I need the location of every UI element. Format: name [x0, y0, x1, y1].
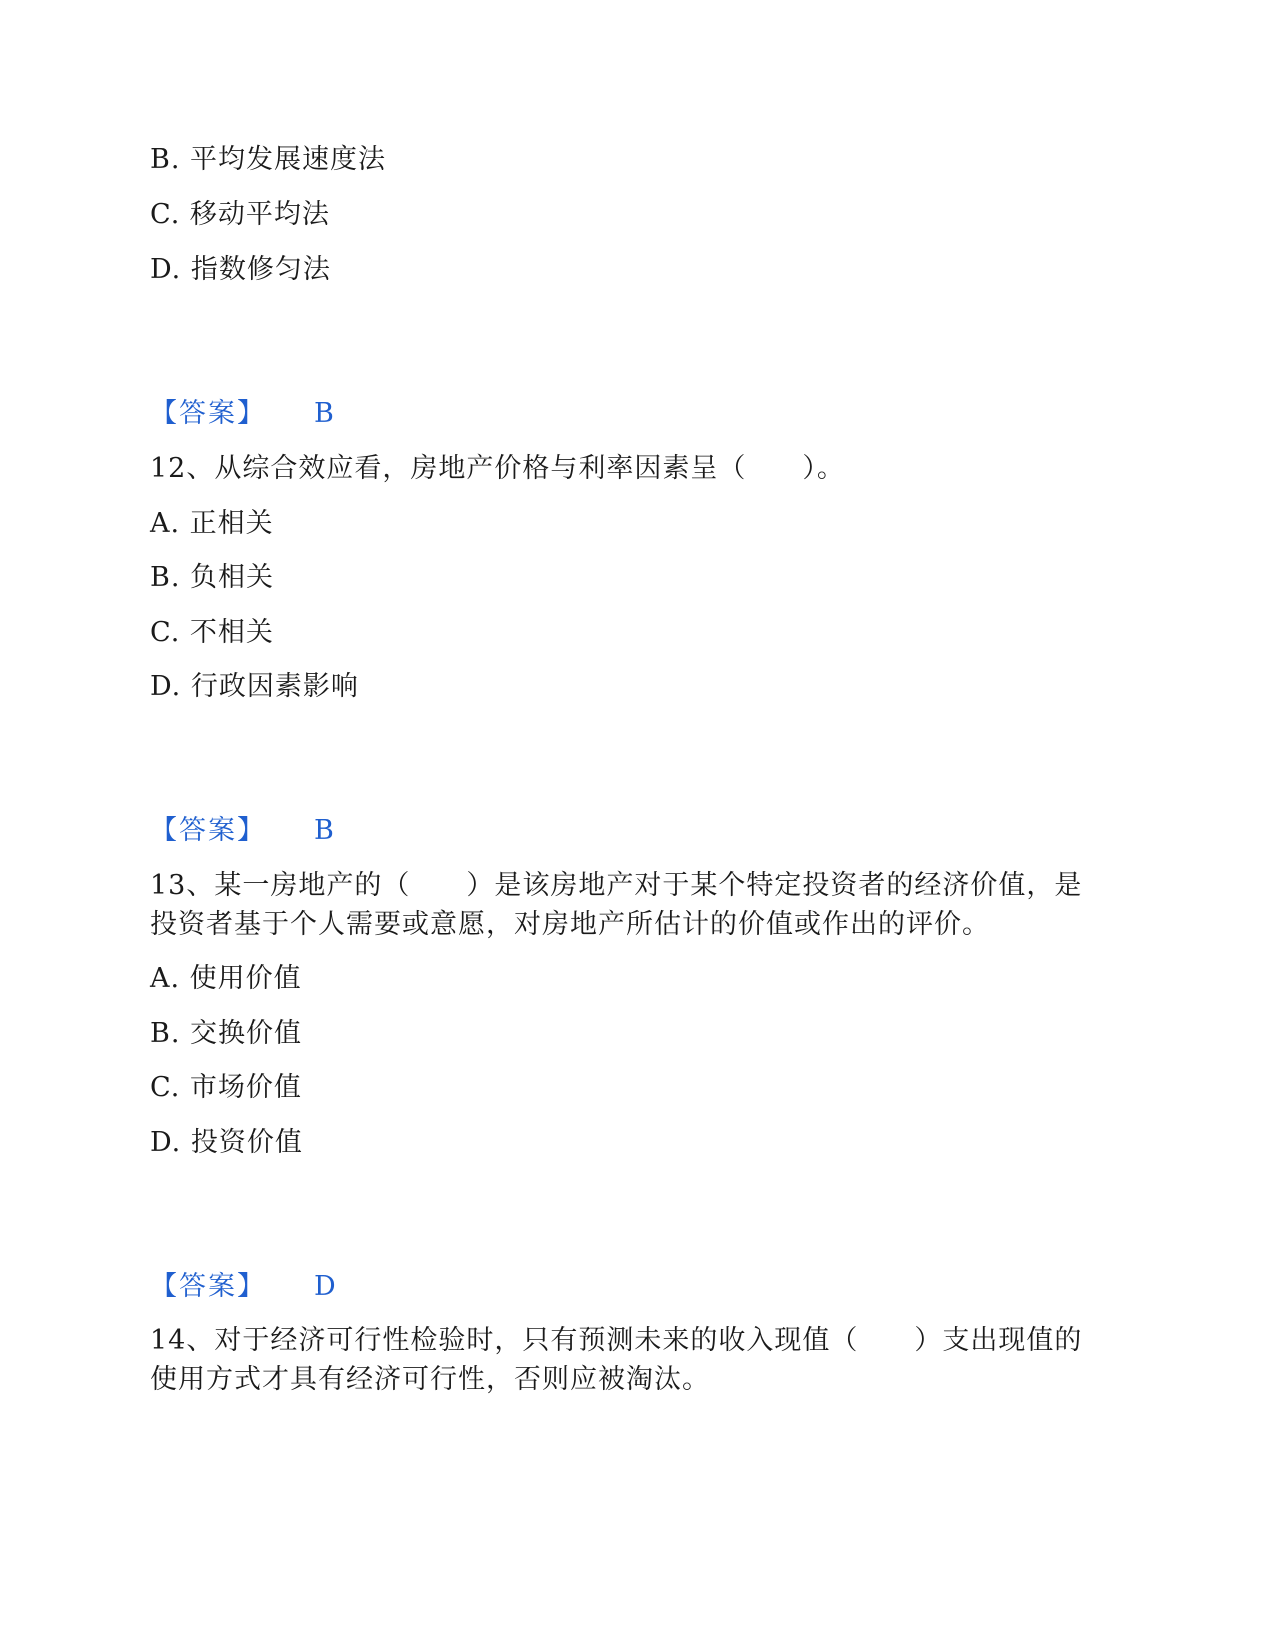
answer-tag: 【答案】	[150, 398, 266, 429]
q13-answer	[150, 1269, 336, 1305]
q11-option-c: C. 移动平均法	[150, 199, 330, 230]
q11-answer	[150, 396, 334, 432]
q12-option-d: D. 行政因素影响	[150, 671, 359, 702]
q13-option-d: D. 投资价值	[150, 1127, 303, 1158]
q13-stem-line-1: 13、某一房地产的（ ）是该房地产对于某个特定投资者的经济价值，是	[150, 870, 1083, 901]
q11-option-b: B. 平均发展速度法	[150, 144, 387, 175]
q12-option-c: C. 不相关	[150, 617, 274, 648]
q12-option-b: B. 负相关	[150, 562, 275, 593]
q12-stem: 12、从综合效应看，房地产价格与利率因素呈（ ）。	[150, 453, 845, 484]
answer-tag: 【答案】	[150, 1271, 266, 1302]
q11-option-d: D. 指数修匀法	[150, 254, 331, 285]
q13-option-b: B. 交换价值	[150, 1018, 303, 1049]
answer-value: D	[314, 1271, 336, 1302]
q13-option-a: A. 使用价值	[150, 963, 302, 994]
q14-stem-line-1: 14、对于经济可行性检验时，只有预测未来的收入现值（ ）支出现值的	[150, 1325, 1083, 1356]
answer-tag: 【答案】	[150, 815, 266, 846]
q13-stem-line-2: 投资者基于个人需要或意愿，对房地产所估计的价值或作出的评价。	[150, 909, 990, 940]
answer-value: B	[314, 815, 334, 846]
q12-option-a: A. 正相关	[150, 508, 274, 539]
q13-option-c: C. 市场价值	[150, 1072, 302, 1103]
q12-answer	[150, 813, 334, 849]
answer-value: B	[314, 398, 334, 429]
q14-stem-line-2: 使用方式才具有经济可行性，否则应被淘汰。	[150, 1364, 710, 1395]
